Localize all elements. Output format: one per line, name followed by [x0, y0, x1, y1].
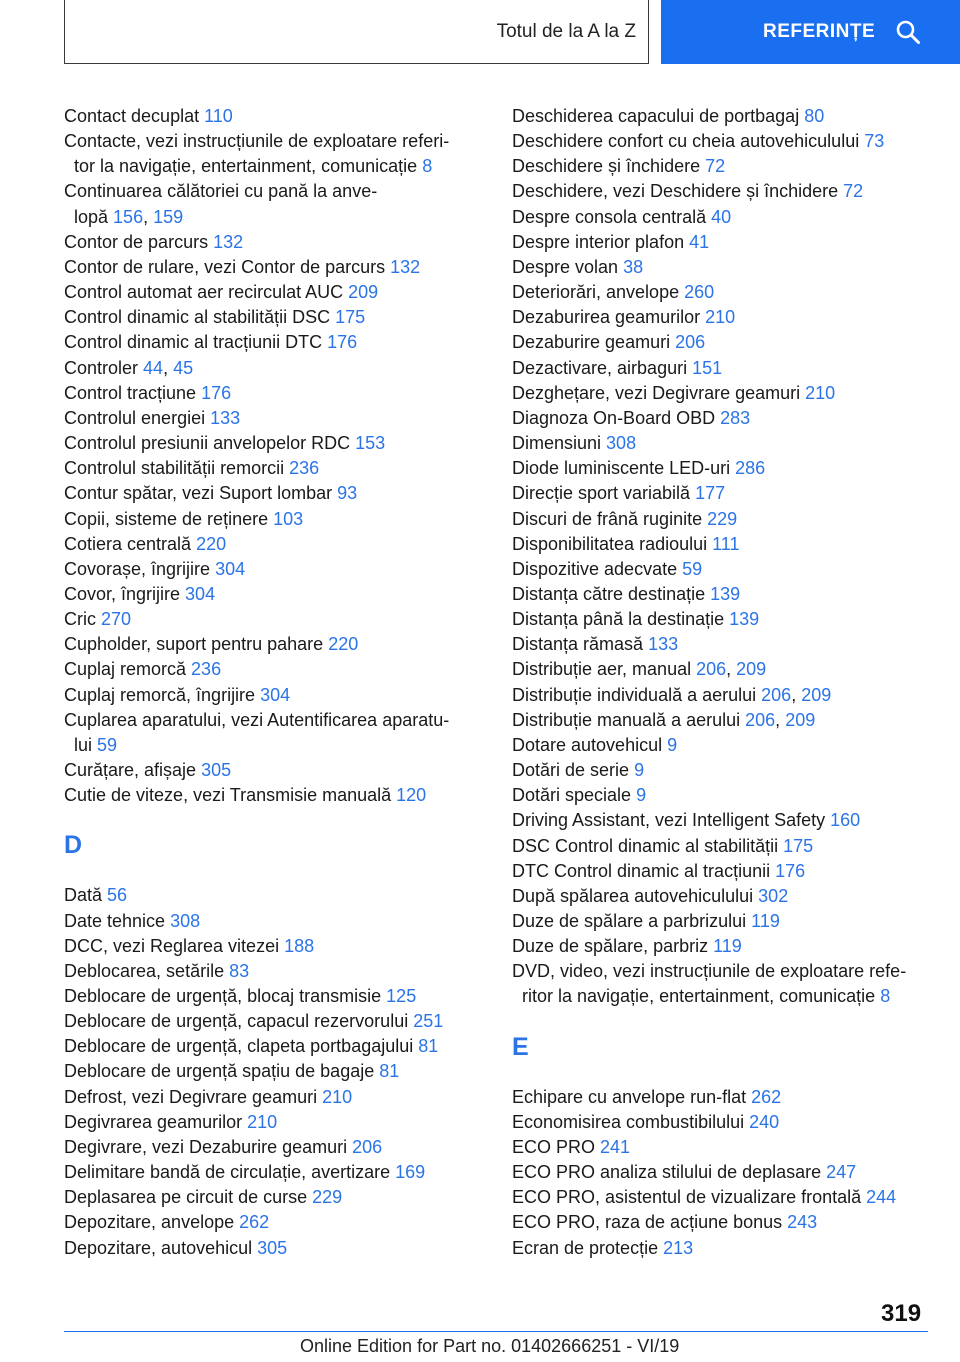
page-ref-link[interactable]: 40 — [711, 206, 732, 227]
index-entry-term: Cutie de viteze, vezi Transmisie manuală — [64, 785, 397, 806]
index-entry-term: Contor de rulare, vezi Contor de parcurs — [64, 256, 391, 277]
page-ref-link[interactable]: 209 — [801, 684, 832, 705]
index-entry — [512, 280, 932, 305]
page-ref-link[interactable]: 243 — [787, 1212, 818, 1233]
page-ref-link[interactable]: 213 — [663, 1237, 694, 1258]
index-entry-term: Cupholder, suport pentru pahare — [64, 634, 329, 655]
index-entry — [64, 683, 484, 708]
index-entry-term: Dotări de serie — [512, 760, 635, 781]
index-entry-term: Cric — [64, 609, 101, 630]
index-entry-term: Contor de parcurs — [64, 231, 214, 252]
index-entry — [64, 607, 484, 632]
page-ref-link[interactable]: 133 — [648, 634, 679, 655]
index-entry-term: DSC Control dinamic al stabilității — [512, 835, 784, 856]
page-ref-link[interactable]: 206 — [761, 684, 792, 705]
page-ref-link[interactable]: 72 — [705, 156, 726, 177]
index-entry-term: Cuplaj remorcă, îngrijire — [64, 684, 261, 705]
page-ref-link[interactable]: 119 — [751, 911, 780, 931]
page-ref-link[interactable]: 8 — [422, 156, 433, 177]
index-entry — [64, 1185, 484, 1210]
index-entry-term: Controler — [64, 357, 144, 378]
index-entry-term: Dezaburire geamuri — [512, 332, 676, 353]
page-ref-link[interactable]: 139 — [729, 609, 760, 630]
index-entry-term: Dotare autovehicul — [512, 734, 668, 755]
page-ref-link[interactable]: 270 — [101, 609, 132, 630]
page-ref-link[interactable]: 72 — [843, 181, 864, 202]
index-entry-term: Deschidere confort cu cheia autovehiculului — [512, 131, 865, 152]
index-column-left — [64, 104, 484, 1261]
index-entry — [512, 1210, 932, 1235]
index-entry-term: Distanța rămasă — [512, 634, 649, 655]
index-entry-term: Deschidere și închidere — [512, 156, 706, 177]
page-ref-separator: , — [163, 357, 174, 378]
index-entry-term: Controlul stabilității remorcii — [64, 458, 290, 479]
page-ref-link[interactable]: 175 — [783, 835, 814, 856]
page-ref-link[interactable]: 302 — [758, 885, 789, 906]
index-entry-term: Degivrarea geamurilor — [64, 1111, 248, 1132]
index-entry — [64, 255, 484, 280]
page-ref-link[interactable]: 304 — [260, 684, 291, 705]
index-entry — [64, 632, 484, 657]
page-ref-link[interactable]: 220 — [328, 634, 359, 655]
index-entry-term: Cuplaj remorcă — [64, 659, 192, 680]
index-entry — [512, 934, 932, 959]
index-entry — [64, 179, 484, 229]
index-entry-term: Disponibilitatea radioului — [512, 533, 713, 554]
index-entry-term: Deblocare de urgență, clapeta portbagajului — [64, 1036, 419, 1057]
page-ref-link[interactable]: 206 — [745, 709, 776, 730]
index-entry — [512, 733, 932, 758]
index-entry — [512, 1160, 932, 1185]
index-entry-term: Deteriorări, anvelope — [512, 282, 685, 303]
page-ref-link[interactable]: 176 — [201, 382, 232, 403]
index-entry-term: Dezaburirea geamurilor — [512, 307, 706, 328]
index-entry — [512, 381, 932, 406]
page-ref-link[interactable]: 305 — [201, 760, 232, 781]
page-ref-link[interactable]: 83 — [229, 960, 250, 981]
index-letter-heading: E — [512, 1032, 529, 1061]
index-entry — [512, 909, 932, 934]
page-ref-link[interactable]: 81 — [418, 1036, 439, 1057]
page-ref-link[interactable]: 175 — [335, 307, 366, 328]
search-icon[interactable] — [895, 19, 921, 45]
page-ref-link[interactable]: 188 — [284, 935, 315, 956]
index-entry — [512, 1135, 932, 1160]
page-ref-link[interactable]: 176 — [775, 860, 806, 881]
index-entry — [64, 381, 484, 406]
index-entry — [64, 280, 484, 305]
index-entry — [64, 582, 484, 607]
page-ref-link[interactable]: 286 — [735, 458, 766, 479]
page-ref-link[interactable]: 308 — [606, 433, 637, 454]
index-entry — [64, 883, 484, 908]
index-entry-term: Deschiderea capacului de portbagaj — [512, 106, 805, 126]
page-ref-link[interactable]: 56 — [107, 885, 128, 906]
index-entry-term: Diode luminiscente LED-uri — [512, 458, 736, 479]
index-entry — [512, 1236, 932, 1261]
index-entry-term: Control tracțiune — [64, 382, 202, 403]
index-entry-term: Deblocarea, setările — [64, 960, 230, 981]
index-entry — [64, 456, 484, 481]
page-ref-link[interactable]: 9 — [636, 785, 647, 806]
index-entry — [64, 1059, 484, 1084]
index-entry — [64, 104, 484, 129]
index-entry-term: Deblocare de urgență, blocaj transmisie — [64, 986, 387, 1006]
index-entry — [512, 557, 932, 582]
page-ref-link[interactable]: 206 — [675, 332, 706, 353]
index-entry-term: Distanța până la destinație — [512, 609, 730, 630]
page-ref-link[interactable]: 209 — [736, 659, 767, 680]
page-ref-link[interactable]: 93 — [337, 483, 358, 504]
index-entry — [512, 783, 932, 808]
index-column-right — [512, 104, 932, 1261]
page-ref-link[interactable]: 283 — [720, 407, 751, 428]
index-entry-term: Date tehnice — [64, 910, 171, 931]
index-entry-term: Dezghețare, vezi Degivrare geamuri — [512, 382, 806, 403]
index-entry-term-continuation: lopă — [74, 206, 114, 227]
page-ref-link[interactable]: 177 — [695, 483, 726, 504]
page-ref-link[interactable]: 132 — [213, 231, 244, 252]
index-entry-term: Dispozitive adecvate — [512, 558, 683, 579]
index-entry — [64, 758, 484, 783]
index-entry — [512, 834, 932, 859]
index-entry-term: Copii, sisteme de reținere — [64, 508, 274, 529]
page-ref-link[interactable]: 262 — [239, 1212, 270, 1233]
index-entry-term: Depozitare, autovehicul — [64, 1237, 258, 1258]
page-ref-link[interactable]: 247 — [826, 1162, 857, 1183]
index-entry-term: Dimensiuni — [512, 433, 607, 454]
index-entry-term: ECO PRO, raza de acțiune bonus — [512, 1212, 788, 1233]
index-entry-term: DCC, vezi Reglarea vitezei — [64, 935, 285, 956]
index-entry — [512, 431, 932, 456]
page-ref-link[interactable]: 210 — [805, 382, 836, 403]
index-entry-term-continuation: ritor la navigație, entertainment, comunicație — [522, 986, 881, 1007]
index-entry — [512, 205, 932, 230]
index-entry — [512, 507, 932, 532]
index-entry — [512, 179, 932, 204]
page-ref-link[interactable]: 176 — [327, 332, 358, 353]
page-ref-link[interactable]: 305 — [257, 1237, 288, 1258]
index-entry — [64, 1236, 484, 1261]
index-entry-term: Defrost, vezi Degivrare geamuri — [64, 1086, 323, 1107]
index-entry — [64, 431, 484, 456]
page-ref-link[interactable]: 206 — [696, 659, 727, 680]
references-tab-label: REFERINȚE — [763, 21, 876, 42]
index-entry-term: Deblocare de urgență, capacul rezervorului — [64, 1011, 414, 1032]
page-ref-link[interactable]: 81 — [379, 1061, 400, 1082]
index-entry — [512, 406, 932, 431]
page-ref-link[interactable]: 308 — [170, 910, 201, 931]
index-entry-term: ECO PRO analiza stilului de deplasare — [512, 1162, 827, 1183]
index-entry — [64, 129, 484, 179]
index-entry-term: Dezactivare, airbaguri — [512, 357, 693, 378]
index-entry — [512, 859, 932, 884]
index-entry-term: Duze de spălare a parbrizului — [512, 911, 752, 931]
page-ref-link[interactable]: 9 — [634, 760, 645, 781]
index-entry — [64, 1160, 484, 1185]
index-entry — [512, 758, 932, 783]
page-ref-link[interactable]: 210 — [322, 1086, 353, 1107]
page-ref-link[interactable]: 133 — [210, 407, 241, 428]
index-entry-term: Deschidere, vezi Deschidere și închidere — [512, 181, 844, 202]
page-ref-separator: , — [791, 684, 802, 705]
index-entry — [64, 1085, 484, 1110]
page-ref-link[interactable]: 160 — [830, 810, 861, 831]
index-entry — [512, 255, 932, 280]
page-ref-link[interactable]: 210 — [247, 1111, 278, 1132]
footer — [300, 1336, 679, 1357]
index-entry-term: Covor, îngrijire — [64, 583, 186, 604]
page-ref-link[interactable]: 156 — [113, 206, 144, 227]
index-entry — [64, 330, 484, 355]
page-ref-link[interactable]: 80 — [804, 106, 825, 126]
page-ref-link[interactable]: 236 — [191, 659, 222, 680]
index-entry — [512, 1110, 932, 1135]
index-entry — [64, 934, 484, 959]
index-entry-term: Echipare cu anvelope run-flat — [512, 1086, 752, 1107]
index-entry-term: Despre consola centrală — [512, 206, 712, 227]
footer-rule — [64, 1331, 928, 1332]
index-entry-term: Dotări speciale — [512, 785, 637, 806]
index-entry-term: Cuplarea aparatului, vezi Autentificarea aparatu- — [64, 709, 450, 730]
index-entry-term: Direcție sport variabilă — [512, 483, 696, 504]
page-ref-separator: , — [726, 659, 737, 680]
index-entry-term: Economisirea combustibilului — [512, 1111, 750, 1132]
index-entry-term: Delimitare bandă de circulație, avertizare — [64, 1162, 396, 1183]
index-entry-term: După spălarea autovehiculului — [512, 885, 759, 906]
page-ref-link[interactable]: 304 — [185, 583, 216, 604]
index-entry — [512, 607, 932, 632]
index-entry-term: Cotiera centrală — [64, 533, 197, 554]
page-ref-separator: , — [143, 206, 154, 227]
index-entry — [64, 1110, 484, 1135]
page-ref-link[interactable]: 45 — [173, 357, 194, 378]
edition-info: Online Edition for Part no. 01402666251 - VI/19 — [300, 1336, 680, 1356]
index-entry — [512, 808, 932, 833]
index-entry — [64, 1034, 484, 1059]
index-entry-term: Despre interior plafon — [512, 231, 690, 252]
page-ref-link[interactable]: 111 — [712, 533, 740, 554]
index-entry — [512, 129, 932, 154]
index-entry — [512, 481, 932, 506]
page-ref-link[interactable]: 44 — [143, 357, 164, 378]
page-ref-link[interactable]: 59 — [97, 734, 118, 755]
index-entry-term: Covorașe, îngrijire — [64, 558, 216, 579]
index-entry-term: Duze de spălare, parbriz — [512, 936, 714, 957]
index-entry-term: Contur spătar, vezi Suport lombar — [64, 483, 338, 504]
index-entry — [64, 909, 484, 934]
page-ref-link[interactable]: 125 — [386, 986, 417, 1006]
index-entry — [512, 104, 932, 129]
index-entry — [64, 481, 484, 506]
page-ref-link[interactable]: 103 — [273, 508, 304, 529]
index-entry — [64, 507, 484, 532]
page-ref-link[interactable]: 120 — [396, 785, 427, 806]
page-ref-link[interactable]: 206 — [352, 1136, 383, 1157]
index-entry — [64, 984, 484, 1009]
index-entry — [512, 154, 932, 179]
page-ref-link[interactable]: 169 — [395, 1162, 426, 1183]
index-entry — [512, 532, 932, 557]
index-entry-term: Contact decuplat — [64, 106, 205, 126]
page-ref-link[interactable]: 119 — [713, 936, 742, 957]
index-entry-term: Curățare, afișaje — [64, 760, 202, 781]
index-entry-term: Controlul presiunii anvelopelor RDC — [64, 433, 356, 454]
index-entry — [512, 582, 932, 607]
index-entry — [64, 305, 484, 330]
references-tab[interactable] — [661, 0, 960, 64]
page-ref-link[interactable]: 59 — [682, 558, 703, 579]
page-ref-link[interactable]: 9 — [667, 734, 678, 755]
index-entry-term-continuation: tor la navigație, entertainment, comunicație — [74, 156, 423, 177]
index-entry — [512, 1185, 932, 1210]
page-ref-link[interactable]: 262 — [751, 1086, 782, 1107]
index-entry — [64, 959, 484, 984]
index-entry — [512, 632, 932, 657]
index-entry-term: Driving Assistant, vezi Intelligent Safety — [512, 810, 831, 831]
index-entry — [64, 406, 484, 431]
index-entry-term: DTC Control dinamic al tracțiunii — [512, 860, 776, 881]
page-ref-link[interactable]: 210 — [705, 307, 736, 328]
page-ref-link[interactable]: 241 — [600, 1136, 631, 1157]
index-entry-term: Degivrare, vezi Dezaburire geamuri — [64, 1136, 353, 1157]
index-entry-term: DVD, video, vezi instrucțiunile de exploatare refe- — [512, 961, 907, 982]
index-entry — [64, 1009, 484, 1034]
page-ref-link[interactable]: 159 — [153, 206, 184, 227]
index-entry — [512, 884, 932, 909]
index-entry — [64, 1135, 484, 1160]
page-ref-link[interactable]: 229 — [312, 1187, 343, 1208]
index-entry-term: Depozitare, anvelope — [64, 1212, 240, 1233]
index-entry-term: Diagnoza On-Board OBD — [512, 407, 721, 428]
index-entry — [512, 330, 932, 355]
index-entry — [512, 230, 932, 255]
index-entry-term: Dată — [64, 885, 108, 906]
page-ref-link[interactable]: 8 — [880, 986, 891, 1007]
section-title-box — [64, 0, 649, 64]
page-number: 319 — [881, 1300, 922, 1327]
index-entry — [64, 708, 484, 758]
page-ref-link[interactable]: 209 — [348, 282, 379, 303]
page-ref-link[interactable]: 251 — [413, 1011, 444, 1032]
page-ref-link[interactable]: 236 — [289, 458, 320, 479]
index-entry — [512, 305, 932, 330]
index-entry — [64, 657, 484, 682]
index-entry-term: Contacte, vezi instrucțiunile de exploatare referi- — [64, 131, 450, 152]
page-ref-link[interactable]: 38 — [623, 256, 644, 277]
section-title: Totul de la A la Z — [496, 20, 636, 42]
index-entry — [512, 959, 932, 1009]
index-entry — [512, 456, 932, 481]
page-ref-link[interactable]: 220 — [196, 533, 227, 554]
index-letter-heading: D — [64, 831, 83, 860]
index-entry-term: Deplasarea pe circuit de curse — [64, 1187, 313, 1208]
index-entry-term: ECO PRO, asistentul de vizualizare frontală — [512, 1187, 867, 1208]
page-ref-link[interactable]: 151 — [692, 357, 723, 378]
page-ref-link[interactable]: 260 — [684, 282, 715, 303]
index-entry — [512, 657, 932, 682]
index-entry — [64, 230, 484, 255]
index-entry-term-continuation: lui — [74, 734, 98, 755]
index-entry-term: Control automat aer recirculat AUC — [64, 282, 349, 303]
page-ref-link[interactable]: 209 — [785, 709, 816, 730]
index-entry-term: Deblocare de urgență spațiu de bagaje — [64, 1061, 380, 1082]
index-entry — [64, 557, 484, 582]
index-entry-term: Despre volan — [512, 256, 624, 277]
page-ref-link[interactable]: 139 — [710, 583, 741, 604]
index-entry — [512, 708, 932, 733]
index-entry — [64, 1210, 484, 1235]
page-ref-link[interactable]: 240 — [749, 1111, 780, 1132]
index-entry-term: ECO PRO — [512, 1136, 601, 1157]
page-ref-link[interactable]: 110 — [204, 106, 233, 126]
index-entry-term: Discuri de frână ruginite — [512, 508, 708, 529]
page-ref-link[interactable]: 153 — [355, 433, 386, 454]
index-entry-term: Continuarea călătoriei cu pană la anve- — [64, 181, 378, 202]
index-entry — [64, 532, 484, 557]
page-ref-link[interactable]: 304 — [215, 558, 246, 579]
index-entry-term: Distribuție manuală a aerului — [512, 709, 746, 730]
index-entry-term: Distanța către destinație — [512, 583, 711, 604]
page-ref-link[interactable]: 229 — [707, 508, 738, 529]
page-ref-separator: , — [775, 709, 786, 730]
page-ref-link[interactable]: 73 — [864, 131, 885, 152]
index-entry — [64, 356, 484, 381]
index-entry-term: Distribuție aer, manual — [512, 659, 697, 680]
index-entry-term: Distribuție individuală a aerului — [512, 684, 762, 705]
index-entry-term: Control dinamic al tracțiunii DTC — [64, 332, 328, 353]
index-entry-term: Control dinamic al stabilității DSC — [64, 307, 336, 328]
index-entry — [512, 1085, 932, 1110]
page-ref-link[interactable]: 41 — [689, 231, 710, 252]
page-ref-link[interactable]: 132 — [390, 256, 421, 277]
index-entry — [512, 683, 932, 708]
page-ref-link[interactable]: 244 — [866, 1187, 897, 1208]
index-entry-term: Ecran de protecție — [512, 1237, 664, 1258]
index-entry — [64, 783, 484, 808]
index-entry — [512, 356, 932, 381]
index-entry-term: Controlul energiei — [64, 407, 211, 428]
